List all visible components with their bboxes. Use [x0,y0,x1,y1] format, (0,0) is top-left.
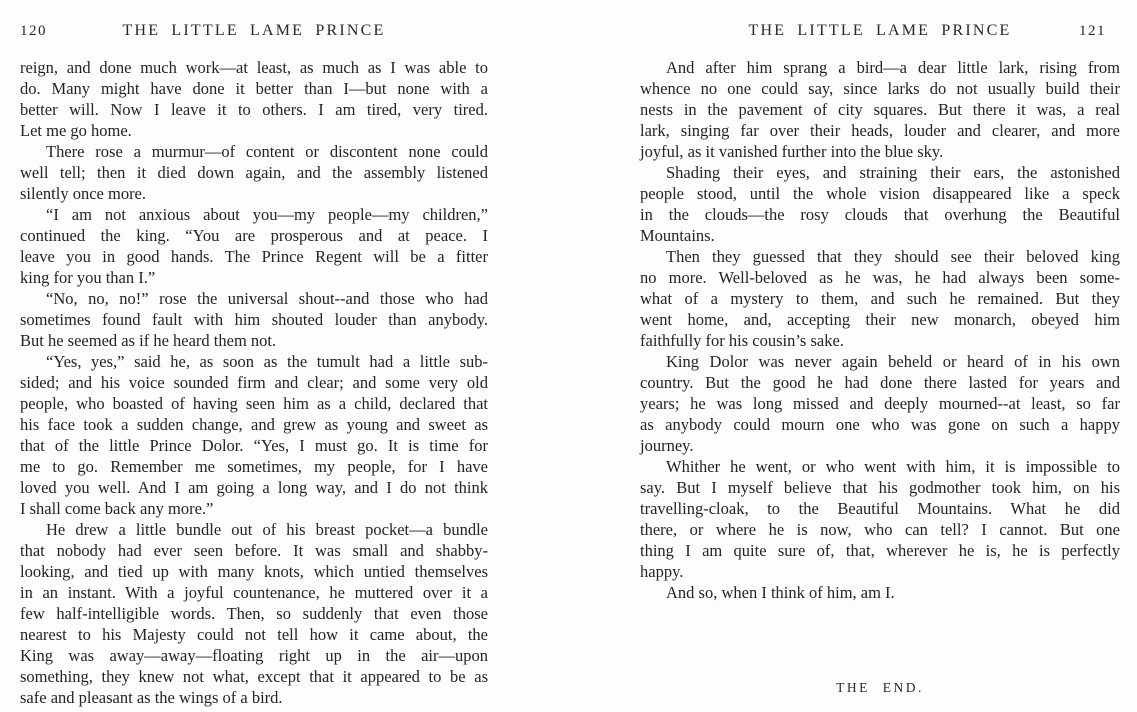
paragraph [20,519,488,708]
text-line: no more. Well-beloved as he was, he had always been some- [640,268,1120,287]
text-line: nearest to his Majesty could not tell how it came about, the [20,625,488,644]
page-left [20,22,488,708]
page-right [640,22,1120,695]
text-line: But he seemed as if he heard them not. [20,331,277,350]
text-line: reign, and done much work—at least, as much as I was able to [20,58,488,77]
text-line: Shading their eyes, and straining their ears, the astonished [666,163,1120,182]
text-line: that nobody had ever seen before. It was small and shabby- [20,541,488,560]
text-line: faithfully for his cousin’s sake. [640,331,844,350]
text-line: He drew a little bundle out of his breast pocket—a bundle [46,520,488,539]
text-line: there, or where he is now, who can tell? I cannot. But one [640,520,1120,539]
paragraph [640,57,1120,162]
text-line: loved you well. And I am going a long way, and I do not think [20,478,488,497]
text-line: silently once more. [20,184,147,203]
text-line: people stood, until the whole vision disappeared like a speck [640,184,1120,203]
paragraph [20,57,488,141]
text-line: happy. [640,562,684,581]
text-line: “I am not anxious about you—my people—my children,” [46,205,488,224]
text-line: say. But I myself believe that his godmother took him, on his [640,478,1120,497]
paragraph [20,204,488,288]
text-line: continued the king. “You are prosperous and at peace. I [20,226,488,245]
text-line: lark, singing far over their heads, louder and clearer, and more [640,121,1120,140]
text-line: travelling-cloak, to the Beautiful Mountains. What he did [640,499,1120,518]
text-line: people, who boasted of having seen him as a child, declared that [20,394,488,413]
text-line: king for you than I.” [20,268,156,287]
page-header-right [640,22,1120,39]
text-line: thing I am quite sure of, that, wherever he is, he is perfectly [640,541,1120,560]
page-text-right [640,57,1120,603]
paragraph [20,288,488,351]
text-line: went home, and, accepting their new monarch, obeyed him [640,310,1120,329]
text-line: do. Many might have done it better than I—but none with a [20,79,488,98]
page-text-left [20,57,488,708]
text-line: sometimes found fault with him shouted louder than anybody. [20,310,488,329]
text-line: Mountains. [640,226,715,245]
paragraph [640,456,1120,582]
text-line: his face took a sudden change, and grew as young and sweet as [20,415,488,434]
text-line: Then they guessed that they should see their beloved king [666,247,1120,266]
text-line: And so, when I think of him, am I. [666,583,895,602]
text-line: Whither he went, or who went with him, it is impossible to [666,457,1120,476]
text-line: well tell; then it died down again, and the assembly listened [20,163,488,182]
text-line: journey. [640,436,694,455]
text-line: what of a mystery to them, and such he remained. But they [640,289,1120,308]
text-line: years; he was long missed and deeply mourned--at least, so far [640,394,1120,413]
text-line: There rose a murmur—of content or discontent none could [46,142,488,161]
text-line: better will. Now I leave it to others. I am tired, very tired. [20,100,488,119]
text-line: King was away—away—floating right up in the air—upon [20,646,488,665]
text-line: in the clouds—the rosy clouds that overhung the Beautiful [640,205,1120,224]
text-line: Let me go home. [20,121,132,140]
paragraph [640,351,1120,456]
text-line: that of the little Prince Dolor. “Yes, I must go. It is time for [20,436,488,455]
page-number-left: 120 [20,23,47,39]
text-line: me to go. Remember me sometimes, my people, for I have [20,457,488,476]
text-line: King Dolor was never again beheld or heard of in his own [666,352,1120,371]
text-line: something, they knew not what, except that it appeared to be as [20,667,488,686]
text-line: “Yes, yes,” said he, as soon as the tumult had a little sub- [46,352,488,371]
text-line: whence no one could say, since larks do not usually build their [640,79,1120,98]
text-line: looking, and tied up with many knots, which untied themselves [20,562,488,581]
text-line: I shall come back any more.” [20,499,214,518]
paragraph [640,246,1120,351]
paragraph [20,351,488,519]
text-line: And after him sprang a bird—a dear little lark, rising from [666,58,1120,77]
text-line: “No, no, no!” rose the universal shout--and those who had [46,289,488,308]
page-number-right: 121 [1079,23,1106,39]
running-title-right: THE LITTLE LAME PRINCE [748,22,1012,39]
text-line: sided; and his voice sounded firm and clear; and some very old [20,373,488,392]
text-line: as anybody could mourn one who was gone on such a happy [640,415,1120,434]
paragraph [20,141,488,204]
paragraph [640,582,1120,603]
paragraph [640,162,1120,246]
page-header-left [20,22,488,39]
text-line: nests in the pavement of city squares. But there it was, a real [640,100,1120,119]
text-line: safe and pleasant as the wings of a bird. [20,688,283,707]
running-title-left: THE LITTLE LAME PRINCE [122,22,386,39]
text-line: few half-intelligible words. Then, so suddenly that even those [20,604,488,623]
text-line: leave you in good hands. The Prince Regent will be a fitter [20,247,488,266]
text-line: in an instant. With a joyful countenance, he muttered over it a [20,583,488,602]
text-line: joyful, as it vanished further into the blue sky. [640,142,944,161]
the-end-label: THE END. [836,680,924,695]
text-line: country. But the good he had done there lasted for years and [640,373,1120,392]
